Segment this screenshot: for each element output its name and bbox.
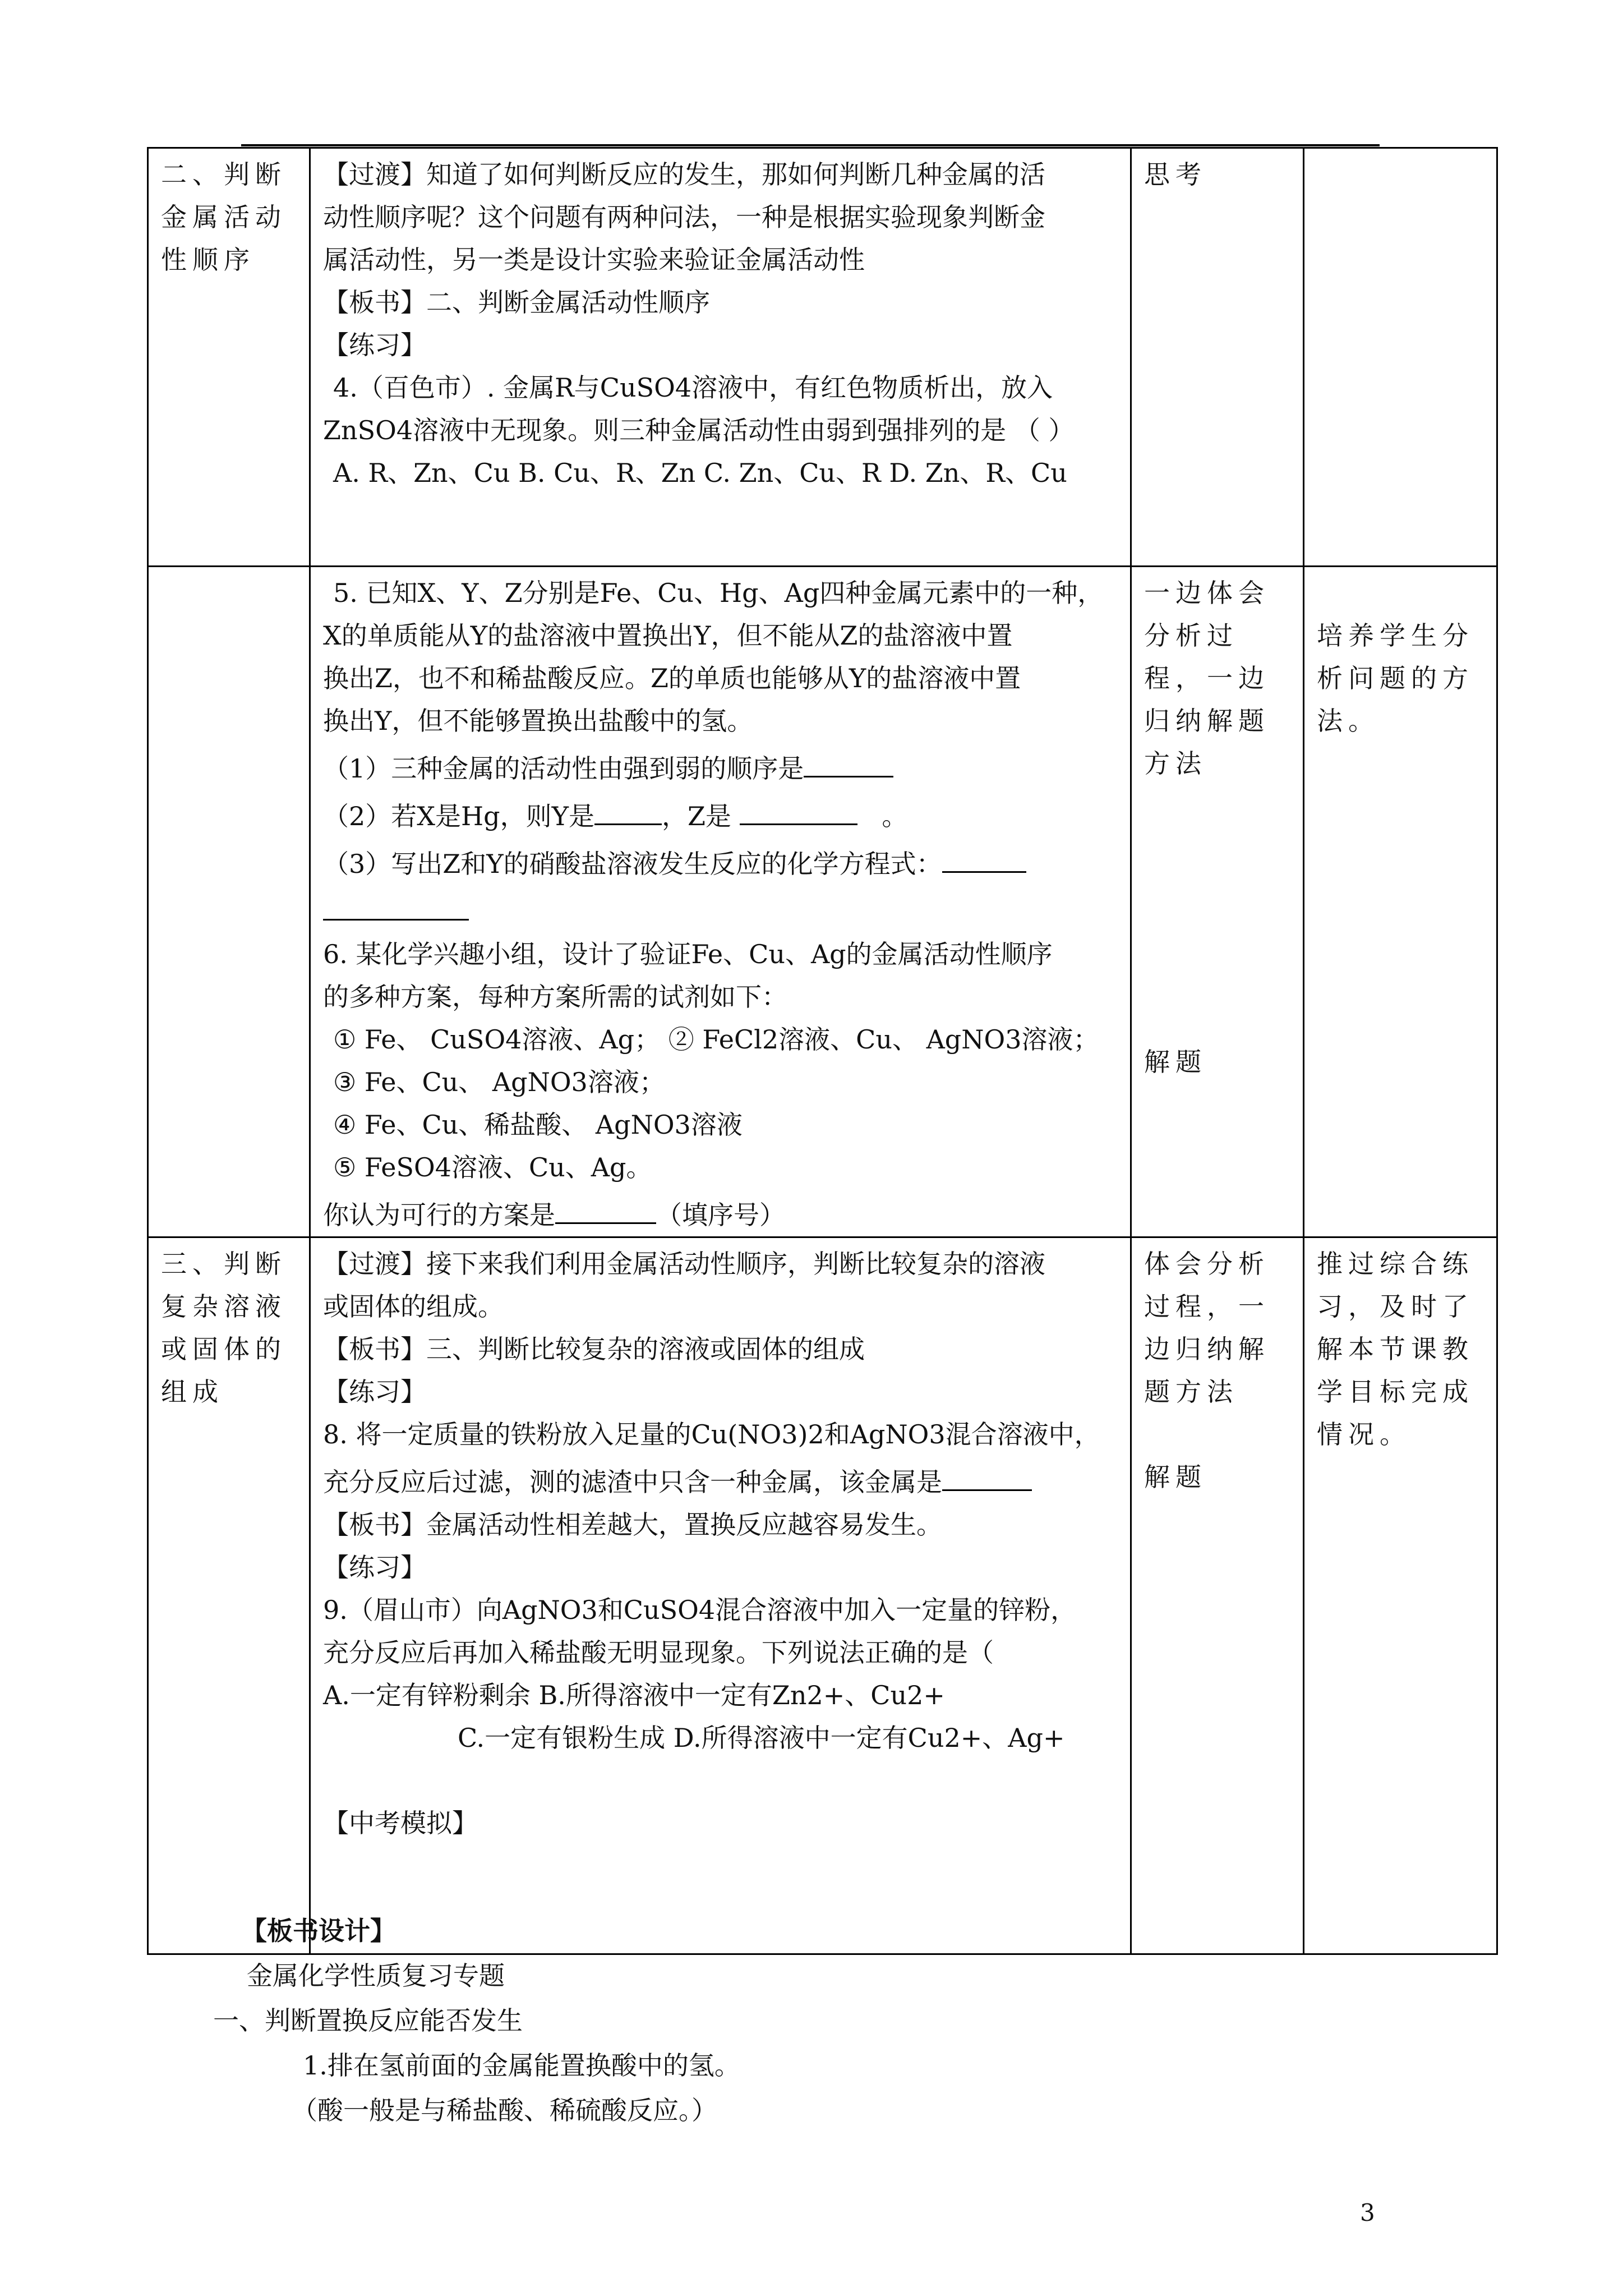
option-line: ⑤ FeSO4溶液、Cu、Ag。	[333, 1152, 652, 1182]
content-line: 【板书】二、判断金属活动性顺序	[323, 287, 710, 318]
question-9-options: C.一定有银粉生成 D.所得溶液中一定有Cu2+、Ag+	[458, 1723, 1065, 1753]
question-8: 8. 将一定质量的铁粉放入足量的Cu(NO3)2和AgNO3混合溶液中，	[323, 1419, 1100, 1450]
content-line: 换出Y，但不能够置换出盐酸中的氢。	[323, 706, 753, 736]
question-9-cont: 充分反应后再加入稀盐酸无明显现象。下列说法正确的是（	[323, 1637, 994, 1668]
question-8-cont: 充分反应后过滤，测的滤渣中只含一种金属，该金属是	[323, 1456, 1118, 1503]
section-cell	[148, 567, 310, 1237]
section-cell: 三、判断复杂溶液或固体的组成	[148, 1237, 310, 1954]
table-row	[148, 1237, 1497, 1954]
question-4-cont: ZnSO4溶液中无现象。则三种金属活动性由弱到强排列的是 （ ）	[323, 415, 1075, 445]
content-line: X的单质能从Y的盐溶液中置换出Y，但不能从Z的盐溶液中置	[323, 620, 1013, 651]
question-6: 6. 某化学兴趣小组，设计了验证Fe、Cu、Ag的金属活动性顺序	[323, 939, 1053, 969]
activity-text: 体会分析过程，一边归纳解题方法	[1144, 1249, 1270, 1407]
table-row	[148, 148, 1497, 567]
content-line: 【过渡】知道了如何判断反应的发生，那如何判断几种金属的活	[323, 159, 1045, 190]
activity-text: 一边体会分析过程，一边归纳解题方法	[1144, 578, 1270, 779]
option-line: ① Fe、 CuSO4溶液、Ag； ② FeCl2溶液、Cu、 AgNO3溶液；	[333, 1024, 1099, 1055]
purpose-cell	[1304, 567, 1497, 1237]
content-line: 【练习】	[323, 1552, 426, 1582]
board-design-note: （酸一般是与稀盐酸、稀硫酸反应。）	[292, 2095, 717, 2125]
question-4: 4.（百色市）. 金属R与CuSO4溶液中，有红色物质析出，放入	[333, 372, 1053, 403]
question-5-part1: （1）三种金属的活动性由强到弱的顺序是	[323, 742, 1118, 790]
purpose-cell	[1304, 148, 1497, 567]
content-line: 【中考模拟】	[323, 1808, 478, 1838]
question-4-options: A. R、Zn、Cu B. Cu、R、Zn C. Zn、Cu、R D. Zn、R、Cu	[333, 458, 1067, 488]
table-row	[148, 567, 1497, 1237]
purpose-text: 培养学生分析问题的方法。	[1317, 620, 1474, 736]
content-cell	[310, 567, 1131, 1237]
question-5-part2: （2）若X是Hg，则Y是 ，Z是 。	[323, 790, 1118, 838]
question-6-answer: 你认为可行的方案是 （填序号）	[323, 1189, 1118, 1236]
board-design-title: 金属化学性质复习专题	[247, 1961, 505, 1991]
content-cell	[310, 148, 1131, 567]
content-line: 换出Z，也不和稀盐酸反应。Z的单质也能够从Y的盐溶液中置	[323, 663, 1021, 693]
section-cell: 二、判断金属活动性顺序	[148, 148, 310, 567]
content-line: 【练习】	[323, 1377, 426, 1407]
content-cell	[310, 1237, 1131, 1954]
purpose-cell: 推过综合练习，及时了解本节课教学目标完成情况。	[1304, 1237, 1497, 1954]
board-design-item: 1.排在氢前面的金属能置换酸中的氢。	[303, 2050, 740, 2081]
board-design-heading: 【板书设计】	[241, 1916, 396, 1946]
activity-cell	[1131, 1237, 1304, 1954]
page-number: 3	[1360, 2199, 1375, 2226]
board-design-section: 一、判断置换反应能否发生	[213, 2005, 523, 2036]
header-rule	[241, 144, 1380, 146]
question-5-part3: （3）写出Z和Y的硝酸盐溶液发生反应的化学方程式：	[323, 838, 1118, 885]
board-design	[213, 1908, 740, 2133]
lesson-plan-table	[147, 147, 1498, 1955]
question-5: 5. 已知X、Y、Z分别是Fe、Cu、Hg、Ag四种金属元素中的一种，	[333, 578, 1104, 608]
content-line: 【练习】	[323, 330, 426, 360]
content-line: 动性顺序呢？这个问题有两种问法，一种是根据实验现象判断金	[323, 202, 1045, 232]
content-line: 【板书】金属活动性相差越大，置换反应越容易发生。	[323, 1510, 942, 1540]
option-line: ③ Fe、Cu、 AgNO3溶液；	[333, 1067, 665, 1097]
content-line: 【板书】三、判断比较复杂的溶液或固体的组成	[323, 1334, 865, 1364]
question-9-options: A.一定有锌粉剩余 B.所得溶液中一定有Zn2+、Cu2+	[323, 1680, 945, 1710]
question-9: 9.（眉山市）向AgNO3和CuSO4混合溶液中加入一定量的锌粉，	[323, 1595, 1077, 1625]
content-line: 的多种方案，每种方案所需的试剂如下：	[323, 982, 787, 1012]
content-line: 或固体的组成。	[323, 1291, 504, 1322]
content-line: 【过渡】接下来我们利用金属活动性顺序，判断比较复杂的溶液	[323, 1249, 1045, 1279]
activity-text: 解题	[1144, 1462, 1207, 1492]
option-line: ④ Fe、Cu、稀盐酸、 AgNO3溶液	[333, 1110, 743, 1140]
activity-cell: 思考	[1131, 148, 1304, 567]
content-line: 属活动性，另一类是设计实验来验证金属活动性	[323, 245, 865, 275]
answer-blank	[323, 885, 1118, 933]
activity-cell	[1131, 567, 1304, 1237]
activity-text: 解题	[1144, 1047, 1207, 1077]
